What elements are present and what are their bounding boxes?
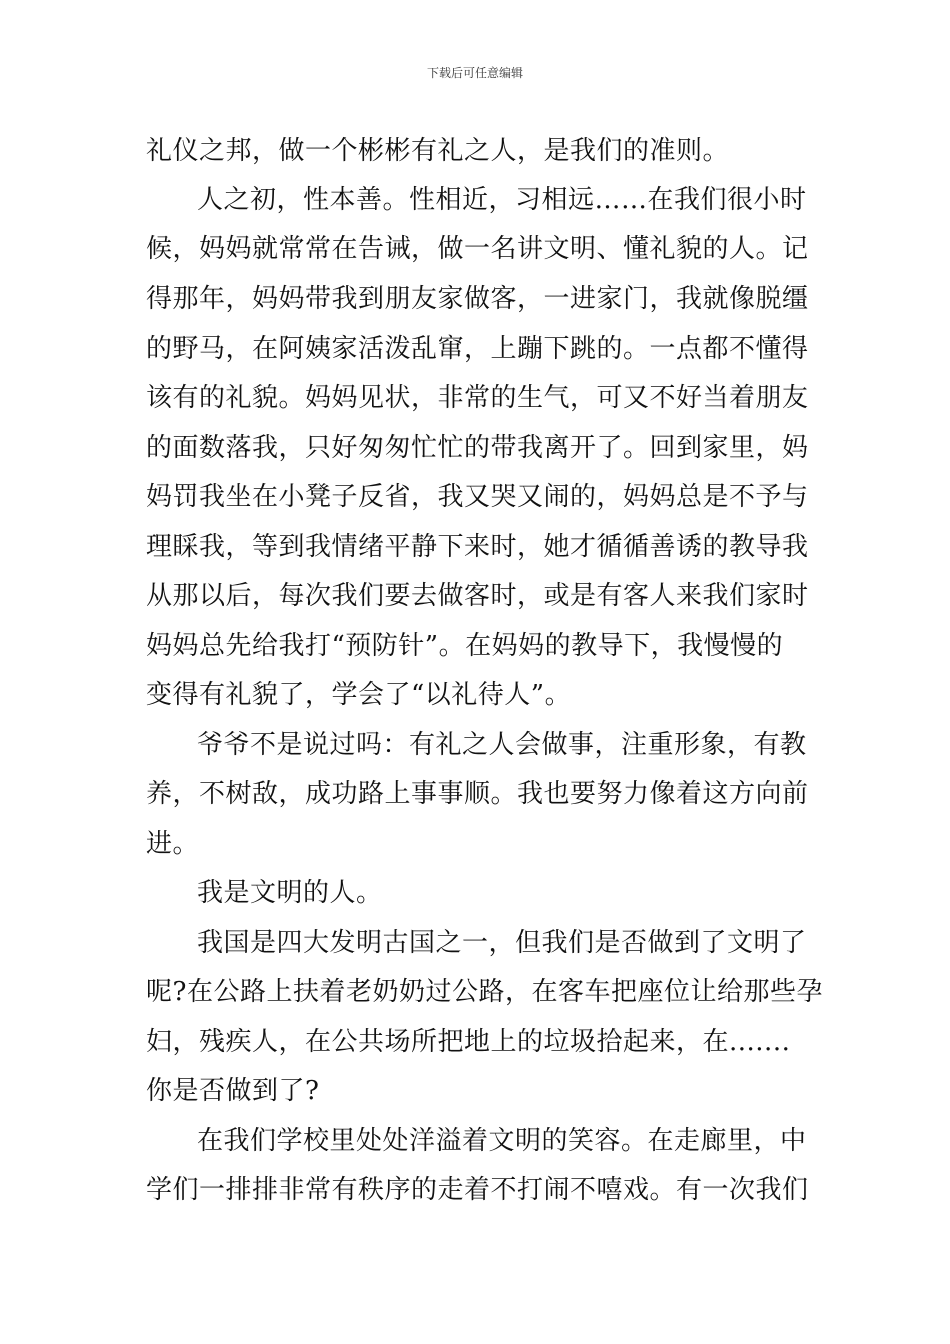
text-line: 养，不树敌，成功路上事事顺。我也要努力像着这方向前 [146, 779, 809, 809]
text-line: 变得有礼貌了，学会了“以礼待人”。 [146, 680, 572, 710]
text-line: 你是否做到了? [146, 1076, 320, 1106]
text-line: 从那以后，每次我们要去做客时，或是有客人来我们家时 [146, 581, 809, 611]
text-line: 人之初，性本善。性相近，习相远……在我们很小时 [197, 185, 807, 215]
text-line: 呢?在公路上扶着老奶奶过公路，在客车把座位让给那些孕 [146, 977, 823, 1007]
text-line: 妇，残疾人，在公共场所把地上的垃圾拾起来，在....... [146, 1027, 791, 1057]
text-line: 爷爷不是说过吗：有礼之人会做事，注重形象，有教 [197, 730, 807, 760]
text-line: 礼仪之邦，做一个彬彬有礼之人，是我们的准则。 [146, 136, 730, 166]
text-line: 在我们学校里处处洋溢着文明的笑容。在走廊里，中 [197, 1126, 807, 1156]
text-line: 理睬我，等到我情绪平静下来时，她才循循善诱的教导我 [146, 532, 809, 562]
text-line: 得那年，妈妈带我到朋友家做客，一进家门，我就像脱缰 [146, 284, 809, 314]
text-line: 候，妈妈就常常在告诫，做一名讲文明、懂礼貌的人。记 [146, 234, 809, 264]
text-line: 的面数落我，只好匆匆忙忙的带我离开了。回到家里，妈 [146, 433, 809, 463]
page-header: 下载后可任意编辑 [426, 66, 523, 80]
text-line: 我国是四大发明古国之一，但我们是否做到了文明了 [197, 928, 807, 958]
text-line: 妈罚我坐在小凳子反省，我又哭又闹的，妈妈总是不予与 [146, 482, 809, 512]
text-line: 学们一排排非常有秩序的走着不打闹不嘻戏。有一次我们 [146, 1175, 809, 1205]
text-line: 的野马，在阿姨家活泼乱窜，上蹦下跳的。一点都不懂得 [146, 334, 809, 364]
text-line: 妈妈总先给我打“预防针”。在妈妈的教导下，我慢慢的 [146, 631, 784, 661]
text-line: 进。 [146, 829, 200, 859]
text-line: 该有的礼貌。妈妈见状，非常的生气，可又不好当着朋友 [146, 383, 809, 413]
text-line: 我是文明的人。 [197, 878, 383, 908]
